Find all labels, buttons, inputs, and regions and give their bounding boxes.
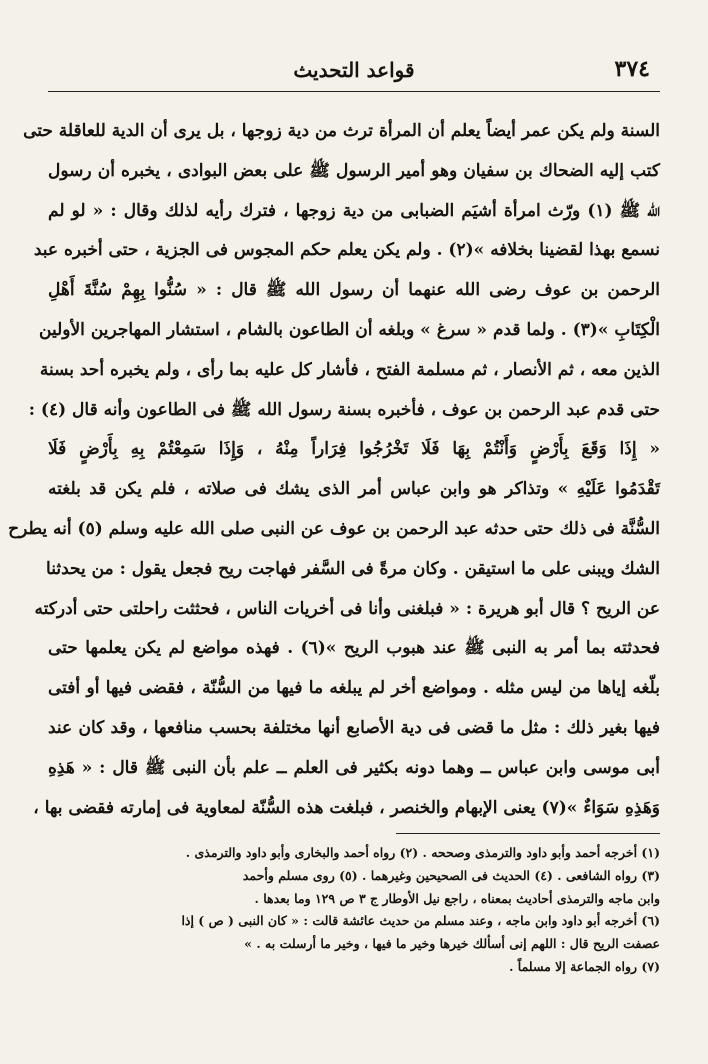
body-line: « إِذَا وَقَعَ بِأَرْضٍ وَأَنْتُمْ بِهَا فَلَا تَخْرُجُوا فِرَاراً مِنْهُ ، وَإِذَا سَمِعْتُمْ بِهِ بِأَرْضٍ فَلَا: [48, 439, 660, 460]
footnote-separator: [396, 833, 660, 834]
body-line: الذين معه ، ثم الأنصار ، ثم مسلمة الفتح ، فأشار كل عليه بما رأى ، ولم يخبره أحد بسنة: [39, 359, 660, 380]
body-line: الشك ويبنى على ما استيقن . وكان مرةً فى السَّفر فهاجت ريح فجعل يقول : من يحدثنا: [46, 558, 660, 579]
body-line: تَقْدَمُوا عَلَيْهِ » وتذاكر هو وابن عباس أمر الذى يشك فى صلاته ، فلم يكن قد بلغته: [48, 479, 660, 500]
footnote-line: (٧) رواه الجماعة إلا مسلماً .: [509, 958, 660, 974]
body-line: عن الريح ؟ قال أبو هريرة : « فبلغنى وأنا فى أخريات الناس ، فحثثت راحلتى حتى أدركته: [34, 598, 660, 619]
body-line: بلّغه إياها من ليس مثله . ومواضع أخر لم يبلغه ما فيها من السُّنّة ، فقضى فيها أو أفتى: [48, 678, 660, 699]
body-line: الْكِتَابِ »(٣) . ولما قدم « سرغ » وبلغه أن الطاعون بالشام ، استشار المهاجرين الأولين: [39, 319, 660, 340]
body-text: [8, 112, 661, 830]
footnotes: [48, 842, 660, 1012]
body-line: السنة ولم يكن عمر أيضاً يعلم أن المرأة ترث من دية زوجها ، بل يرى أن الدية للعاقلة حتى: [23, 121, 660, 141]
page-number: ٣٧٤: [614, 56, 650, 82]
body-line: نسمع بهذا لقضينا بخلافه »(٢) . ولم يكن يعلم حكم المجوس فى الجزية ، حتى أخبره عبد: [33, 240, 660, 261]
body-line: وَهَذِهِ سَوَاءٌ »(٧) يعنى الإبهام والخنصر ، فبلغت هذه السُّنّة لمعاوية فى إمارته فقضى بها ،: [33, 797, 660, 818]
body-line: فحدثته بما أمر به النبى ﷺ عند هبوب الريح »(٦) . فهذه مواضع لم يكن يعلمها حتى: [48, 638, 660, 659]
footnote-line: (٦) أخرجه أبو داود وابن ماجه ، وعند مسلم من حديث عائشة قالت : « كان النبى ( ص ) إذا: [181, 913, 660, 929]
page-header: [48, 54, 660, 92]
body-line: كتب إليه الضحاك بن سفيان وهو أمير الرسول ﷺ على بعض البوادى ، يخبره أن رسول: [48, 160, 660, 181]
body-line: حتى قدم عبد الرحمن بن عوف ، فأخبره بسنة رسول الله ﷺ فى الطاعون وأنه قال (٤) :: [28, 399, 660, 420]
footnote-line: وابن ماجه والترمذى أحاديث بمعناه ، راجع نيل الأوطار ج ٣ ص ١٢٩ وما بعدها .: [254, 890, 660, 906]
footnote-line: (١) أخرجه أحمد وأبو داود والترمذى وصححه . (٢) رواه أحمد والبخارى وأبو داود والترمذى .: [185, 845, 660, 860]
footnote-line: عصفت الريح قال : اللهم إنى أسألك خيرها وخير ما فيها ، وخير ما أرسلت به . »: [244, 936, 660, 952]
body-line: الرحمن بن عوف رضى الله عنهما أن رسول الله ﷺ قال : « سُنُّوا بِهِمْ سُنَّةَ أَهْلِ: [48, 280, 660, 301]
body-line: السُّنَّة فى ذلك حتى حدثه عبد الرحمن بن عوف عن النبى صلى الله عليه وسلم (٥) أنه يطرح: [8, 518, 660, 539]
body-line: الله ﷺ (١) ورّث امرأة أشيَم الضبابى من دية زوجها ، فترك رأيه لذلك وقال : « لو لم: [48, 200, 661, 221]
footnote-line: (٣) رواه الشافعى . (٤) الحديث فى الصحيحين وغيرهما . (٥) روى مسلم وأحمد: [242, 867, 660, 883]
running-title: قواعد التحديث: [293, 58, 415, 82]
body-line: فيها بغير ذلك : مثل ما قضى فى دية الأصابع أنها مختلفة بحسب منافعها ، وقد كان عند: [48, 717, 660, 738]
body-line: أبى موسى وابن عباس ــ وهما دونه بكثير فى العلم ــ علم بأن النبى ﷺ قال : « هَذِهِ: [48, 757, 660, 778]
header-rule: [48, 91, 660, 92]
